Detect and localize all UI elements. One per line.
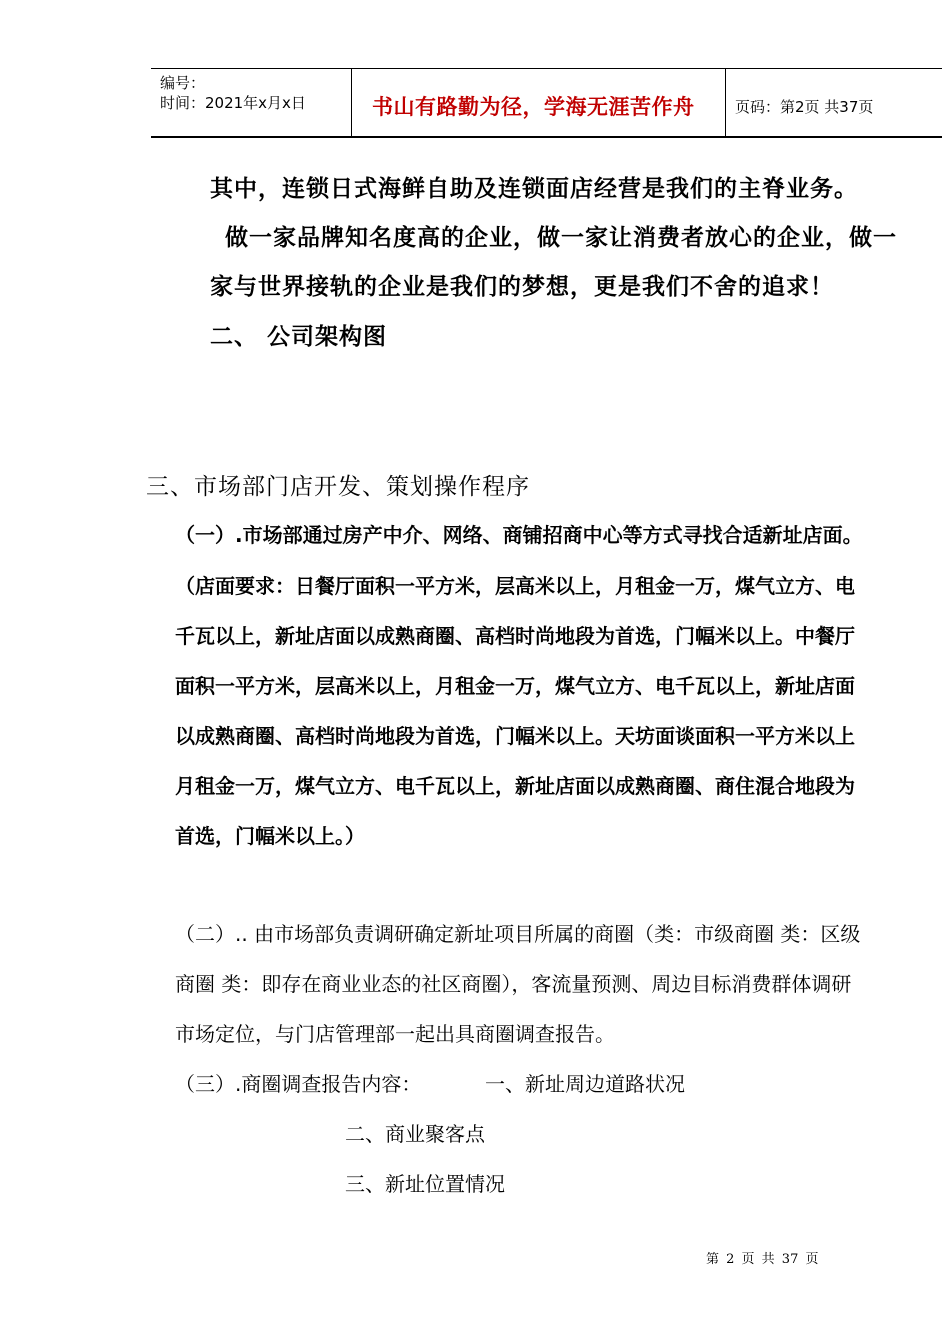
item-2-line-3: 市场定位，与门店管理部一起出具商圈调查报告。	[175, 1022, 615, 1046]
header-divider-left	[351, 68, 352, 137]
intro-line-3: 家与世界接轨的企业是我们的梦想，更是我们不舍的追求！	[210, 274, 834, 300]
intro-line-2: 做一家品牌知名度高的企业，做一家让消费者放心的企业，做一	[225, 225, 897, 251]
item-1-text: （一）.市场部通过房产中介、网络、商铺招商中心等方式寻找合适新址店面。	[175, 523, 863, 547]
intro-line-1: 其中，连锁日式海鲜自助及连锁面店经营是我们的主脊业务。	[210, 176, 858, 202]
page-footer: 第 2 页 共 37 页	[706, 1252, 819, 1267]
item-3-label: （三）.商圈调查报告内容：	[175, 1072, 422, 1096]
header-divider-right	[725, 68, 726, 137]
item-2-line-1: （二）.. 由市场部负责调研确定新址项目所属的商圈（类：市级商圈 类：区级	[175, 922, 861, 946]
requirements-line-6: 首选，门幅米以上。）	[175, 824, 365, 848]
doc-time-label: 时间：2021年x月x日	[160, 94, 306, 112]
section-2-heading: 二、 公司架构图	[210, 324, 388, 350]
doc-number-label: 编号：	[160, 74, 206, 92]
item-3-point-3: 三、新址位置情况	[345, 1172, 505, 1196]
header-top-border	[151, 68, 942, 69]
item-3-point-1: 一、新址周边道路状况	[485, 1072, 685, 1096]
requirements-line-3: 面积一平方米，层高米以上，月租金一万，煤气立方、电千瓦以上，新址店面	[175, 674, 855, 698]
item-2-line-2: 商圈 类：即存在商业业态的社区商圈），客流量预测、周边目标消费群体调研	[175, 972, 852, 996]
requirements-line-2: 千瓦以上，新址店面以成熟商圈、高档时尚地段为首选，门幅米以上。中餐厅	[175, 624, 855, 648]
header-bottom-border	[151, 136, 942, 138]
header-motto: 书山有路勤为径，学海无涯苦作舟	[372, 95, 695, 119]
section-3-heading: 三、市场部门店开发、策划操作程序	[146, 474, 530, 500]
requirements-line-5: 月租金一万，煤气立方、电千瓦以上，新址店面以成熟商圈、商住混合地段为	[175, 774, 855, 798]
requirements-line-4: 以成熟商圈、高档时尚地段为首选，门幅米以上。天坊面谈面积一平方米以上	[175, 724, 855, 748]
requirements-line-1: （店面要求：日餐厅面积一平方米，层高米以上，月租金一万，煤气立方、电	[175, 574, 855, 598]
item-3-point-2: 二、商业聚客点	[345, 1122, 485, 1146]
header-page-label: 页码：第2页 共37页	[735, 98, 874, 116]
